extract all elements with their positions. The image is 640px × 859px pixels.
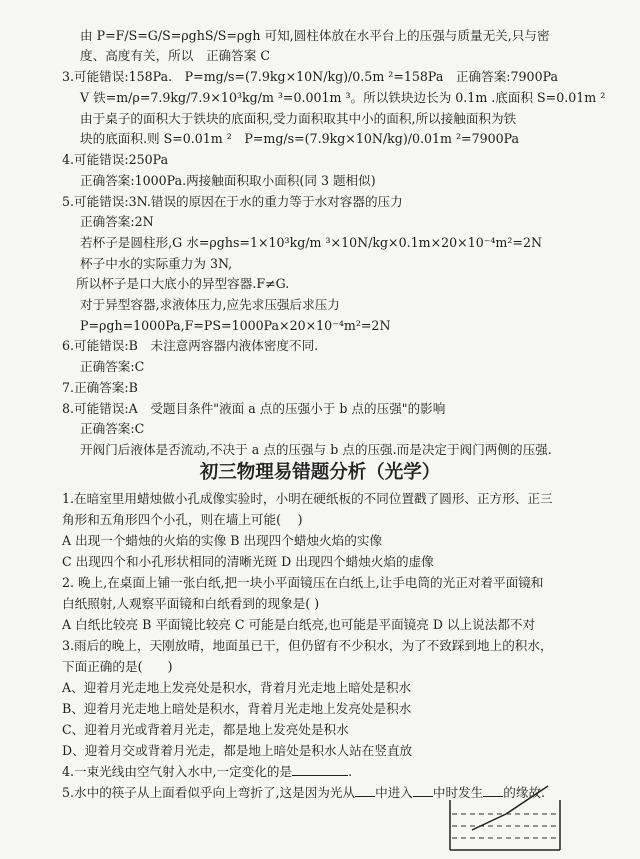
text-line: D、迎着月交或背着月光走，都是地上暗处是积水人站在竖直放 (62, 743, 413, 758)
text-line: 8.可能错误:A 受题目条件"液面 a 点的压强小于 b 点的压强"的影响 (62, 401, 446, 416)
question-4-text: 4.一束光线由空气射入水中,一定变化的是 (62, 764, 293, 779)
chopstick-above-water (506, 786, 548, 814)
question-5-text-3: 中时发生 (432, 785, 484, 800)
text-line: 下面正确的是( ) (62, 659, 173, 674)
text-line: 由于桌子的面积大于铁块的底面积,受力面积取其中小的面积,所以接触面积为铁 (80, 111, 517, 126)
text-line: 杯子中水的实际重力为 3N, (80, 256, 233, 271)
text-line: 所以杯子是口大底小的异型容器.F≠G. (76, 276, 290, 291)
text-line: 正确答案:C (80, 421, 145, 436)
text-line: 3.可能错误:158Pa. P=mg/s=(7.9kg×10N/kg)/0.5m ²=158Pa 正确答案:7900Pa (62, 69, 559, 84)
section-title: 初三物理易错题分析（光学） (199, 462, 441, 483)
text-line: 4.可能错误:250Pa (62, 152, 169, 167)
text-line: P=ρgh=1000Pa,F=PS=1000Pa×20×10⁻⁴m²=2N (80, 318, 391, 333)
text-line: 若杯子是圆柱形,G 水=ρghs=1×10³kg/m ³×10N/kg×0.1m×20×10⁻⁴m²=2N (80, 235, 543, 250)
text-line: 正确答案:C (80, 359, 145, 374)
text-line: A 出现一个蜡烛的火焰的实像 B 出现四个蜡烛火焰的实像 (62, 533, 383, 548)
answer-blank (292, 762, 348, 776)
text-line: 对于异型容器,求液体压力,应先求压强后求压力 (80, 297, 340, 312)
chopstick-in-water-diagram (420, 780, 590, 855)
text-line: 角形和五角形四个小孔，则在墙上可能( ) (62, 512, 303, 527)
text-line: 7.正确答案:B (62, 380, 138, 395)
text-line: 3.雨后的晚上，天刚放晴，地面虽已干，但仍留有不少积水，为了不致踩到地上的积水， (62, 638, 553, 653)
text-line: 正确答案:1000Pa.两接触面积取小面积(同 3 题相似) (80, 173, 376, 188)
text-line: 由 P=F/S=G/S=ρghS/S=ρgh 可知,圆柱体放在水平台上的压强与质量无关,只与密 (80, 28, 550, 43)
text-line: 开阀门后液体是否流动,不决于 a 点的压强与 b 点的压强.而是决定于阀门两侧的压强. (80, 442, 552, 457)
question-5-text-2: 中进入 (375, 785, 413, 800)
answer-blank (355, 783, 375, 797)
text-line: 正确答案:2N (80, 214, 154, 229)
text-line: 1.在暗室里用蜡烛做小孔成像实验时，小明在硬纸板的不同位置戳了圆形、正方形、正三 (62, 491, 553, 506)
question-4 (62, 762, 352, 782)
text-line: 块的底面积.则 S=0.01m ² P=mg/s=(7.9kg×10N/kg)/0.01m ²=7900Pa (80, 131, 520, 146)
text-line: 5.可能错误:3N.错误的原因在于水的重力等于水对容器的压力 (62, 194, 403, 209)
chopstick-in-water (472, 814, 506, 830)
text-line: 白纸照射,人观察平面镜和白纸看到的现象是( ) (62, 596, 320, 611)
text-line: 度、高度有关，所以 正确答案 C (80, 48, 270, 63)
text-line: C 出现四个和小孔形状相同的清晰光斑 D 出现四个蜡烛火焰的虚像 (62, 554, 434, 569)
text-line: 6.可能错误:B 未注意两容器内液体密度不同. (62, 338, 319, 353)
text-line: B、迎着月光走地上暗处是积水，背着月光走地上发亮处是积水 (62, 701, 412, 716)
text-line: 2. 晚上,在桌面上铺一张白纸,把一块小平面镜压在白纸上,让手电筒的光正对着平面镜和 (62, 575, 544, 590)
question-4-end: . (348, 764, 353, 779)
text-line: C、迎着月光或背着月光走，都是地上发亮处是积水 (62, 722, 349, 737)
question-5-text-1: 5.水中的筷子从上面看似乎向上弯折了,这是因为光从 (62, 785, 356, 800)
text-line: A 白纸比较亮 B 平面镜比较亮 C 可能是白纸亮,也可能是平面镜亮 D 以上说法都不对 (62, 617, 536, 632)
question-5-text-4: 的缘故. (503, 785, 546, 800)
text-line: A、迎着月光走地上发亮处是积水，背着月光走地上暗处是积水 (62, 680, 412, 695)
text-line: V 铁=m/ρ=7.9kg/7.9×10³kg/m ³=0.001m ³。所以铁块边长为 0.1m .底面积 S=0.01m ² (80, 90, 606, 105)
